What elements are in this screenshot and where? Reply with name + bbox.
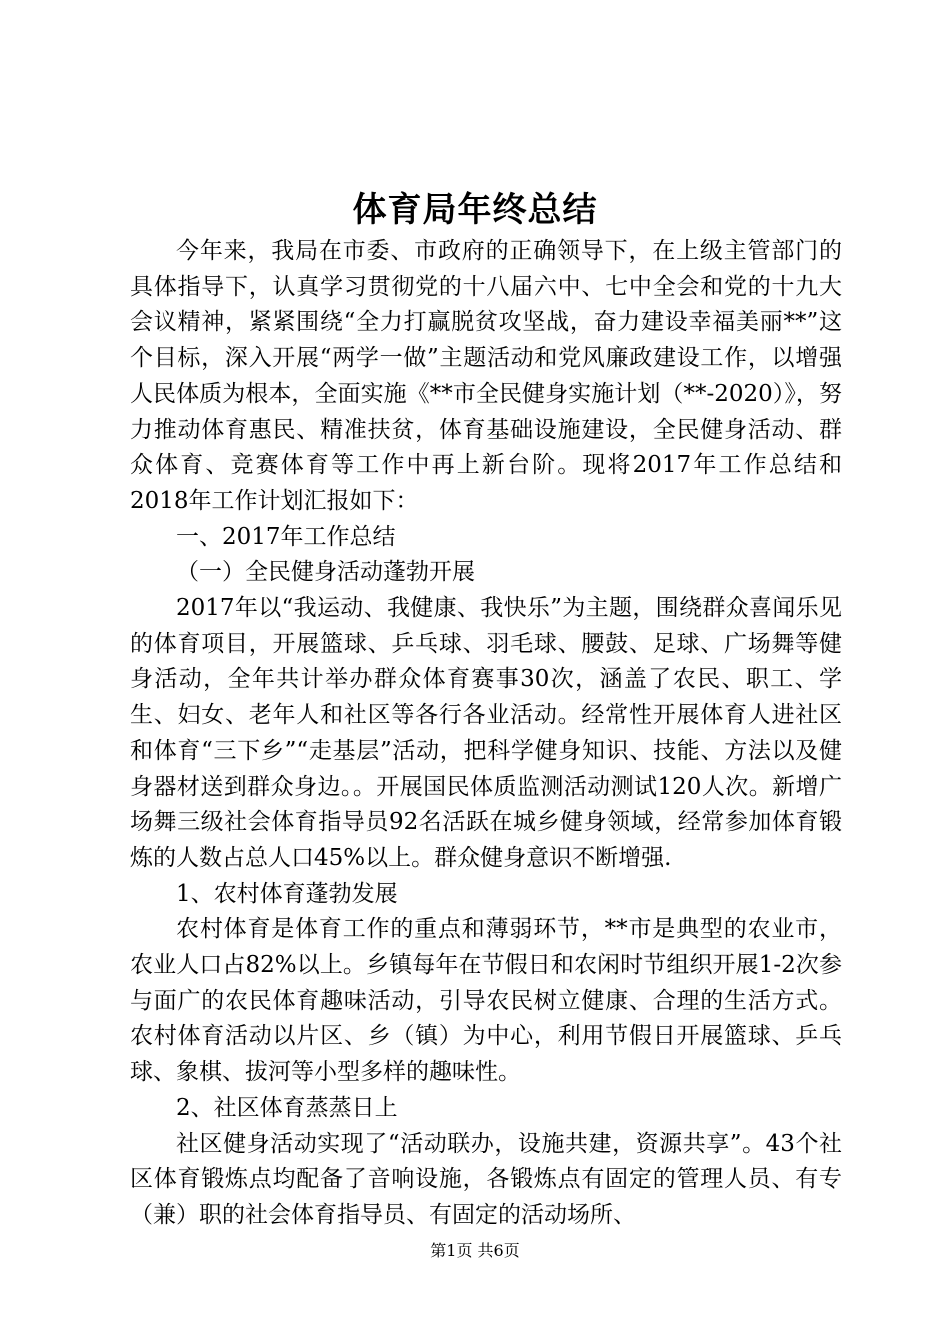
heading-section-1: 一、2017年工作总结 bbox=[176, 523, 396, 550]
heading-community-sports: 2、社区体育蒸蒸日上 bbox=[176, 1094, 398, 1121]
heading-rural-sports: 1、农村体育蓬勃发展 bbox=[176, 880, 398, 907]
heading-subsection-1: （一）全民健身活动蓬勃开展 bbox=[176, 559, 475, 586]
document-title: 体育局年终总结 bbox=[352, 190, 598, 230]
paragraph-fitness-activities: 2017年以“我运动、我健康、我快乐”为主题，围绕群众喜闻乐见的体育项目，开展篮球、乒乓球、羽毛球、腰鼓、足球、广场舞等健身活动，全年共计举办群众体育赛事30次，涵盖了农民、职工、学生、妇女、老年人和社区等各行各业活动。经常性开展体育人进社区和体育“三下乡”“走基层”活动，把科学健身知识、技能、方法以及健身器材送到群众身边。。开展国民体质监测活动测试120人次。新增广场舞三级社会体育指导员92名活跃在城乡健身领域，经常参加体育锻炼的人数占总人口45%以上。群众健身意识不断增强. bbox=[130, 595, 842, 871]
paragraph-rural-sports: 农村体育是体育工作的重点和薄弱环节，**市是典型的农业市，农业人口占82%以上。乡镇每年在节假日和农闲时节组织开展1-2次参与面广的农民体育趣味活动，引导农民树立健康、合理的生活方式。农村体育活动以片区、乡（镇）为中心，利用节假日开展篮球、乒乓球、象棋、拔河等小型多样的趣味性。 bbox=[130, 916, 842, 1086]
page-footer: 第1页 共6页 bbox=[430, 1241, 520, 1260]
paragraph-community-sports: 社区健身活动实现了“活动联办，设施共建，资源共享”。43个社区体育锻炼点均配备了音响设施，各锻炼点有固定的管理人员、有专（兼）职的社会体育指导员、有固定的活动场所、 bbox=[130, 1130, 842, 1228]
document-body bbox=[130, 234, 842, 1234]
paragraph-intro: 今年来，我局在市委、市政府的正确领导下，在上级主管部门的具体指导下，认真学习贯彻党的十八届六中、七中全会和党的十九大会议精神，紧紧围绕“全力打赢脱贫攻坚战，奋力建设幸福美丽**”这个目标，深入开展“两学一做”主题活动和党风廉政建设工作，以增强人民体质为根本，全面实施《**市全民健身实施计划（**-2020）》，努力推动体育惠民、精准扶贫，体育基础设施建设，全民健身活动、群众体育、竞赛体育等工作中再上新台阶。现将2017年工作总结和2018年工作计划汇报如下： bbox=[130, 238, 842, 514]
